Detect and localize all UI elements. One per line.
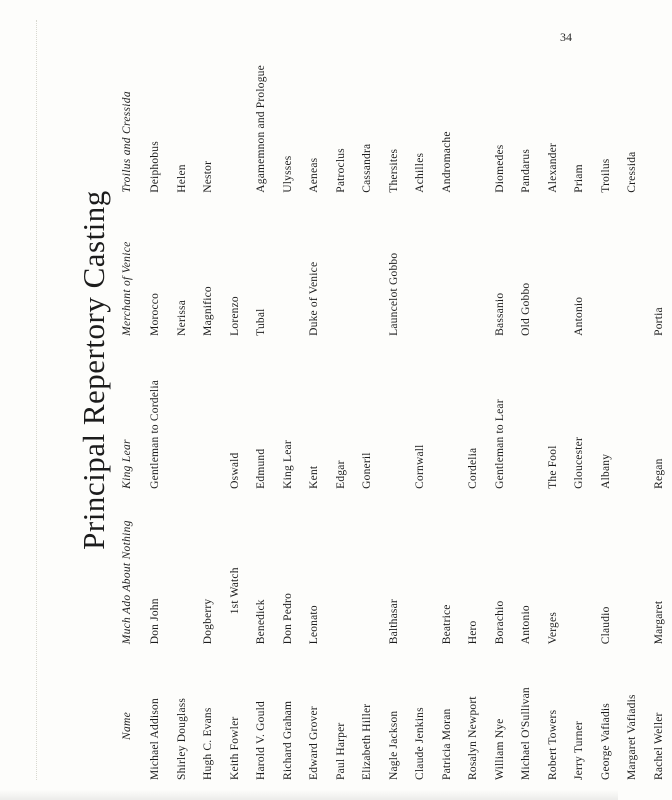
role-much-ado: Margaret xyxy=(652,600,665,645)
role-troilus-and-cressida: Nestor xyxy=(202,160,215,193)
role-merchant-of-venice xyxy=(593,193,620,336)
actor-name: Rosalyn Newport xyxy=(467,696,480,780)
role-merchant-of-venice: Tubal xyxy=(255,308,268,336)
role-troilus-and-cressida: Alexander xyxy=(546,143,559,193)
role-much-ado: Balthasar xyxy=(387,599,400,645)
table-row xyxy=(354,20,381,780)
role-merchant-of-venice xyxy=(434,193,461,336)
table-row xyxy=(222,20,249,780)
actor-name: Shirley Douglass xyxy=(175,697,188,780)
role-merchant-of-venice: Morocco xyxy=(149,292,162,336)
table-row xyxy=(460,20,487,780)
actor-name: Nagle Jackson xyxy=(387,710,400,780)
actor-name: Michael Addison xyxy=(149,698,162,780)
table-row xyxy=(434,20,461,780)
actor-name: Richard Graham xyxy=(281,700,294,780)
table-row xyxy=(619,20,646,780)
role-king-lear xyxy=(434,336,461,489)
role-much-ado: Leonato xyxy=(308,605,321,645)
role-troilus-and-cressida: Diomedes xyxy=(493,144,506,193)
role-much-ado: Dogberry xyxy=(202,598,215,645)
actor-name: George Vafiadis xyxy=(599,703,612,780)
table-row xyxy=(195,20,222,780)
role-king-lear: Oswald xyxy=(228,452,241,489)
actor-name: Elizabeth Hiller xyxy=(361,703,374,780)
role-merchant-of-venice: Magnifico xyxy=(202,286,215,336)
role-troilus-and-cressida: Cressida xyxy=(626,151,639,193)
role-much-ado: Don Pedro xyxy=(281,592,294,645)
page-title-text: Principal Repertory Casting xyxy=(76,190,111,550)
role-merchant-of-venice: Duke of Venice xyxy=(308,261,321,336)
role-much-ado xyxy=(619,489,646,644)
table-row xyxy=(646,20,672,780)
actor-name: Margaret Vafiadis xyxy=(626,694,639,780)
role-troilus-and-cressida: Helen xyxy=(175,164,188,193)
role-king-lear: Kent xyxy=(308,465,321,489)
role-merchant-of-venice xyxy=(540,193,567,336)
role-much-ado xyxy=(566,489,593,644)
column-header-much-ado: Much Ado About Nothing xyxy=(121,520,133,645)
role-king-lear xyxy=(195,336,222,489)
actor-name: Michael O'Sullivan xyxy=(520,687,533,780)
role-troilus-and-cressida xyxy=(222,20,249,193)
role-merchant-of-venice: Antonio xyxy=(573,296,586,336)
page-number: 34 xyxy=(560,30,572,44)
role-king-lear: Gentleman to Lear xyxy=(493,399,506,489)
actor-name: Jerry Turner xyxy=(573,721,586,780)
role-much-ado: 1st Watch xyxy=(228,567,241,615)
role-much-ado xyxy=(354,489,381,644)
table-row xyxy=(513,20,540,780)
role-much-ado: Claudio xyxy=(599,606,612,645)
role-king-lear xyxy=(169,336,196,489)
role-troilus-and-cressida: Patroclus xyxy=(334,148,347,193)
role-king-lear xyxy=(381,336,408,489)
role-troilus-and-cressida: Thersites xyxy=(387,148,400,193)
role-troilus-and-cressida: Agamemnon and Prologue xyxy=(255,65,268,193)
role-king-lear xyxy=(513,336,540,489)
role-merchant-of-venice: Bassanio xyxy=(493,292,506,336)
role-troilus-and-cressida: Deiphobus xyxy=(149,141,162,193)
table-row xyxy=(566,20,593,780)
column-header-troilus-and-cressida: Troilus and Cressida xyxy=(121,91,133,193)
role-much-ado: Borachio xyxy=(493,600,506,645)
role-troilus-and-cressida: Ulysses xyxy=(281,155,294,193)
role-much-ado xyxy=(328,489,355,644)
role-king-lear: King Lear xyxy=(281,440,294,489)
actor-name: Patricia Moran xyxy=(440,708,453,780)
role-king-lear: Regan xyxy=(652,458,665,489)
role-king-lear: Cordelia xyxy=(467,447,480,489)
table-row xyxy=(381,20,408,780)
role-king-lear: Gloucester xyxy=(573,437,586,489)
actor-name: Robert Towers xyxy=(546,709,559,780)
column-header-name: Name xyxy=(121,711,133,740)
actor-name: Rachel Weller xyxy=(652,712,665,780)
table-row xyxy=(407,20,434,780)
role-troilus-and-cressida: Priam xyxy=(573,164,586,193)
actor-name: Claude Jenkins xyxy=(414,707,427,780)
actor-name: William Nye xyxy=(493,718,506,780)
role-troilus-and-cressida: Andromache xyxy=(440,131,453,193)
actor-name: Paul Harper xyxy=(334,722,347,780)
role-merchant-of-venice: Portia xyxy=(652,307,665,336)
role-king-lear: Cornwall xyxy=(414,444,427,489)
role-merchant-of-venice xyxy=(407,193,434,336)
role-king-lear: The Fool xyxy=(546,445,559,489)
role-merchant-of-venice xyxy=(619,193,646,336)
casting-table xyxy=(112,20,672,780)
page-edge xyxy=(0,790,618,800)
role-much-ado: Hero xyxy=(467,620,480,645)
table-row xyxy=(540,20,567,780)
column-header-king-lear: King Lear xyxy=(121,439,133,489)
table-row xyxy=(301,20,328,780)
role-merchant-of-venice xyxy=(354,193,381,336)
role-king-lear: Gentleman to Cordelia xyxy=(149,379,162,489)
role-merchant-of-venice: Launcelot Gobbo xyxy=(387,252,400,336)
table-row xyxy=(487,20,514,780)
binding-shadow xyxy=(36,20,37,780)
role-merchant-of-venice xyxy=(275,193,302,336)
table-row xyxy=(275,20,302,780)
table-header-row xyxy=(112,20,142,780)
column-header-merchant-of-venice: Merchant of Venice xyxy=(121,241,133,336)
rotated-casting-table xyxy=(74,20,665,780)
actor-name: Keith Fowler xyxy=(228,716,241,780)
role-merchant-of-venice xyxy=(328,193,355,336)
role-king-lear: Albany xyxy=(599,453,612,489)
role-troilus-and-cressida xyxy=(460,20,487,193)
role-king-lear: Edgar xyxy=(334,460,347,489)
role-much-ado: Antonio xyxy=(520,605,533,645)
role-much-ado: Benedick xyxy=(255,599,268,645)
role-merchant-of-venice: Nerissa xyxy=(175,299,188,336)
table-row xyxy=(328,20,355,780)
role-troilus-and-cressida: Aeneas xyxy=(308,157,321,193)
role-troilus-and-cressida: Troilus xyxy=(599,158,612,193)
role-much-ado: Beatrice xyxy=(440,604,453,645)
role-merchant-of-venice xyxy=(460,193,487,336)
table-body xyxy=(142,20,672,780)
role-much-ado: Don John xyxy=(149,598,162,645)
role-troilus-and-cressida: Pandarus xyxy=(520,148,533,193)
actor-name: Hugh C. Evans xyxy=(202,707,215,780)
table-row xyxy=(248,20,275,780)
role-much-ado xyxy=(169,489,196,644)
role-much-ado: Verges xyxy=(546,612,559,645)
actor-name: Edward Grover xyxy=(308,706,321,780)
actor-name: Harold V. Gould xyxy=(255,701,268,780)
table-row xyxy=(169,20,196,780)
role-troilus-and-cressida: Achilles xyxy=(414,152,427,193)
role-troilus-and-cressida xyxy=(646,20,672,193)
role-merchant-of-venice: Old Gobbo xyxy=(520,282,533,336)
table-row xyxy=(142,20,169,780)
role-much-ado xyxy=(407,489,434,644)
role-troilus-and-cressida: Cassandra xyxy=(361,143,374,193)
role-merchant-of-venice: Lorenzo xyxy=(228,296,241,336)
table-row xyxy=(593,20,620,780)
role-king-lear: Edmund xyxy=(255,448,268,489)
role-king-lear xyxy=(619,336,646,489)
role-king-lear: Goneril xyxy=(361,452,374,489)
